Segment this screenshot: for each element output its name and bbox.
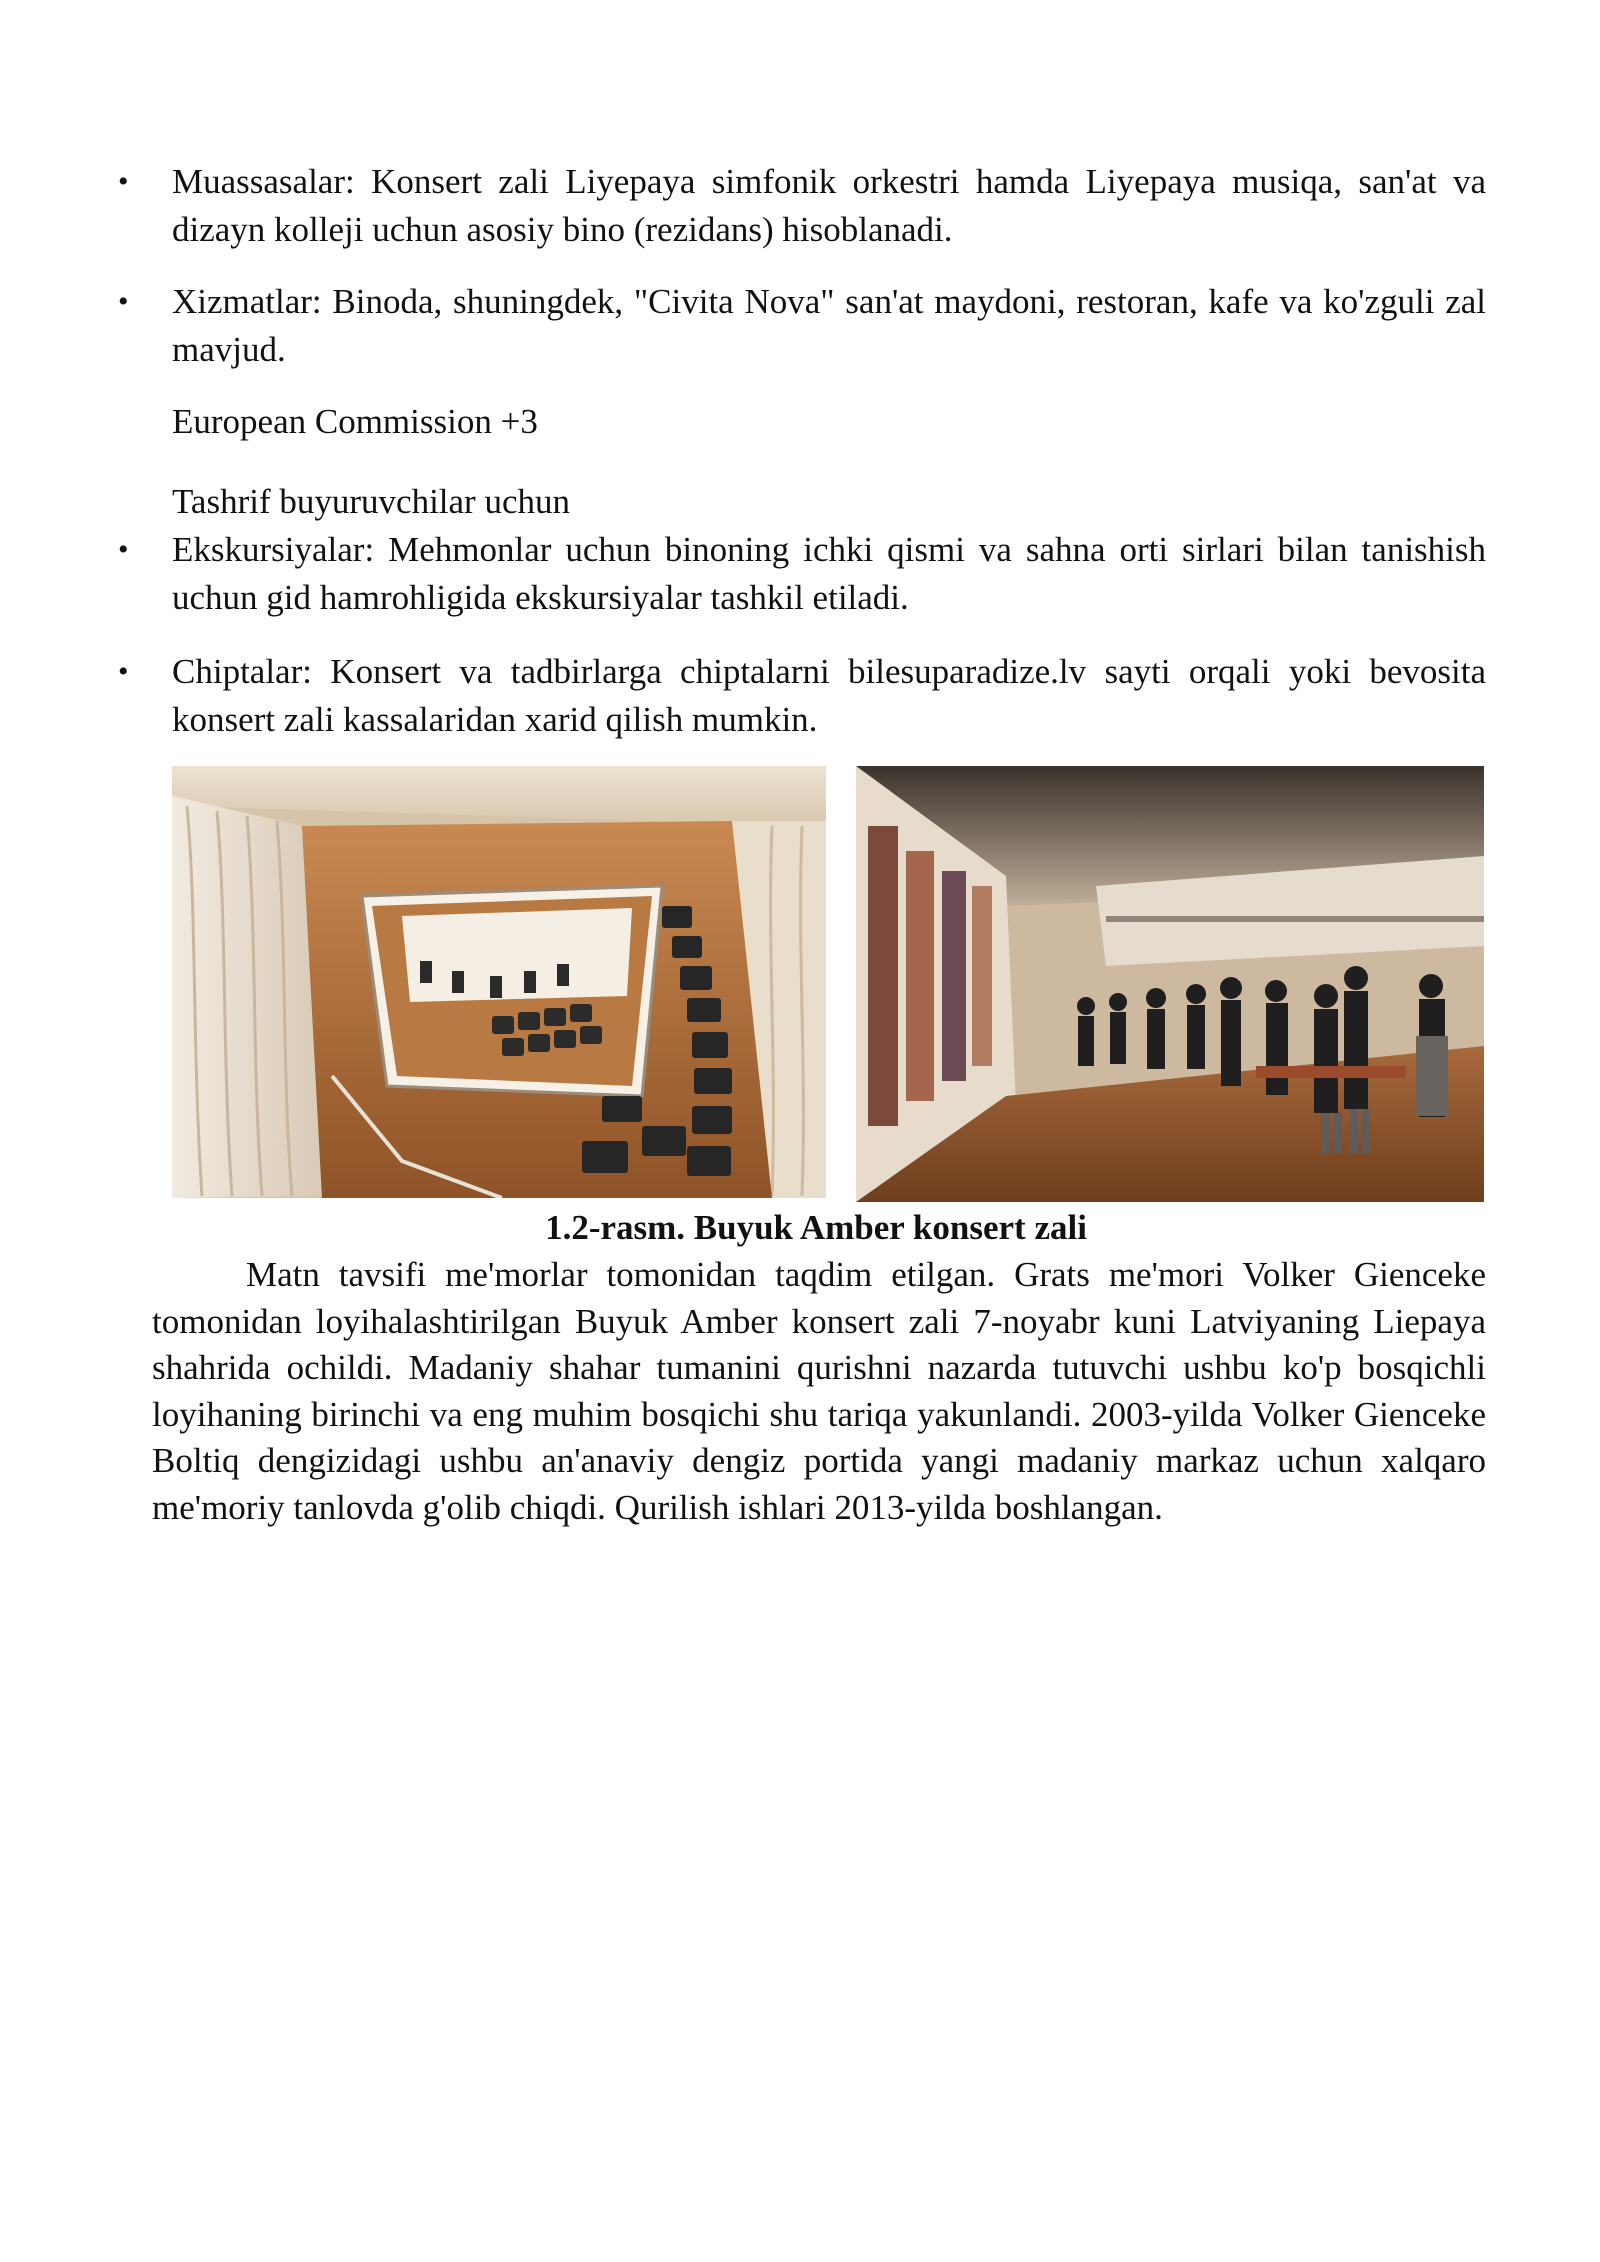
bullet-label: Ekskursiyalar: xyxy=(172,530,375,569)
source-note: European Commission +3 xyxy=(172,402,538,441)
foyer-illustration xyxy=(856,766,1484,1202)
bullet-icon: • xyxy=(118,285,129,318)
figure-caption-text: 1.2-rasm. Buyuk Amber konsert zali xyxy=(545,1208,1087,1247)
bullet-text xyxy=(172,278,1486,374)
bullet-text xyxy=(172,158,1486,254)
bullet-body: Konsert va tadbirlarga chiptalarni bilesuparadize.lv sayti orqali yoki bevosita konsert zali kassalaridan xarid qilish mumkin. xyxy=(172,652,1487,739)
bullet-label: Chiptalar: xyxy=(172,652,312,691)
bullet-icon: • xyxy=(118,533,129,566)
foyer-photo xyxy=(856,766,1484,1202)
bullet-body: Binoda, shuningdek, "Civita Nova" san'at maydoni, restoran, kafe va ko'zguli zal mavjud. xyxy=(172,282,1486,369)
section-heading: Tashrif buyuruvchilar uchun xyxy=(172,482,570,521)
concert-hall-photo xyxy=(172,766,826,1198)
bullet-text xyxy=(172,648,1486,744)
list-item xyxy=(118,526,1486,622)
bullet-text xyxy=(172,526,1486,622)
list-item xyxy=(118,278,1486,374)
bullet-icon: • xyxy=(118,165,129,198)
figure-caption xyxy=(0,1204,1600,1252)
bullet-label: Muassasalar: xyxy=(172,162,355,201)
concert-hall-illustration xyxy=(172,766,826,1198)
list-item xyxy=(118,648,1486,744)
body-paragraph: Matn tavsifi me'morlar tomonidan taqdim etilgan. Grats me'mori Volker Gienceke tomonidan loyihalashtirilgan Buyuk Amber konsert zali 7-noyabr kuni Latviyaning Liepaya shahrida ochildi. Madaniy shahar tumanini qurishni nazarda tutuvchi ushbu ko'p bosqichli loyihaning birinchi va eng muhim bosqichi shu tariqa yakunlandi. 2003-yilda Volker Gienceke Boltiq dengizidagi ushbu an'anaviy dengiz portida yangi madaniy markaz uchun xalqaro me'moriy tanlovda g'olib chiqdi. Qurilish ishlari 2013-yilda boshlangan. xyxy=(152,1255,1486,1527)
bullet-icon: • xyxy=(118,655,129,688)
bullet-label: Xizmatlar: xyxy=(172,282,322,321)
bullet-body: Mehmonlar uchun binoning ichki qismi va sahna orti sirlari bilan tanishish uchun gid hamrohligida ekskursiyalar tashkil etiladi. xyxy=(172,530,1487,617)
bullet-body: Konsert zali Liyepaya simfonik orkestri hamda Liyepaya musiqa, san'at va dizayn kolleji uchun asosiy bino (rezidans) hisoblanadi. xyxy=(172,162,1486,249)
list-item xyxy=(118,158,1486,254)
